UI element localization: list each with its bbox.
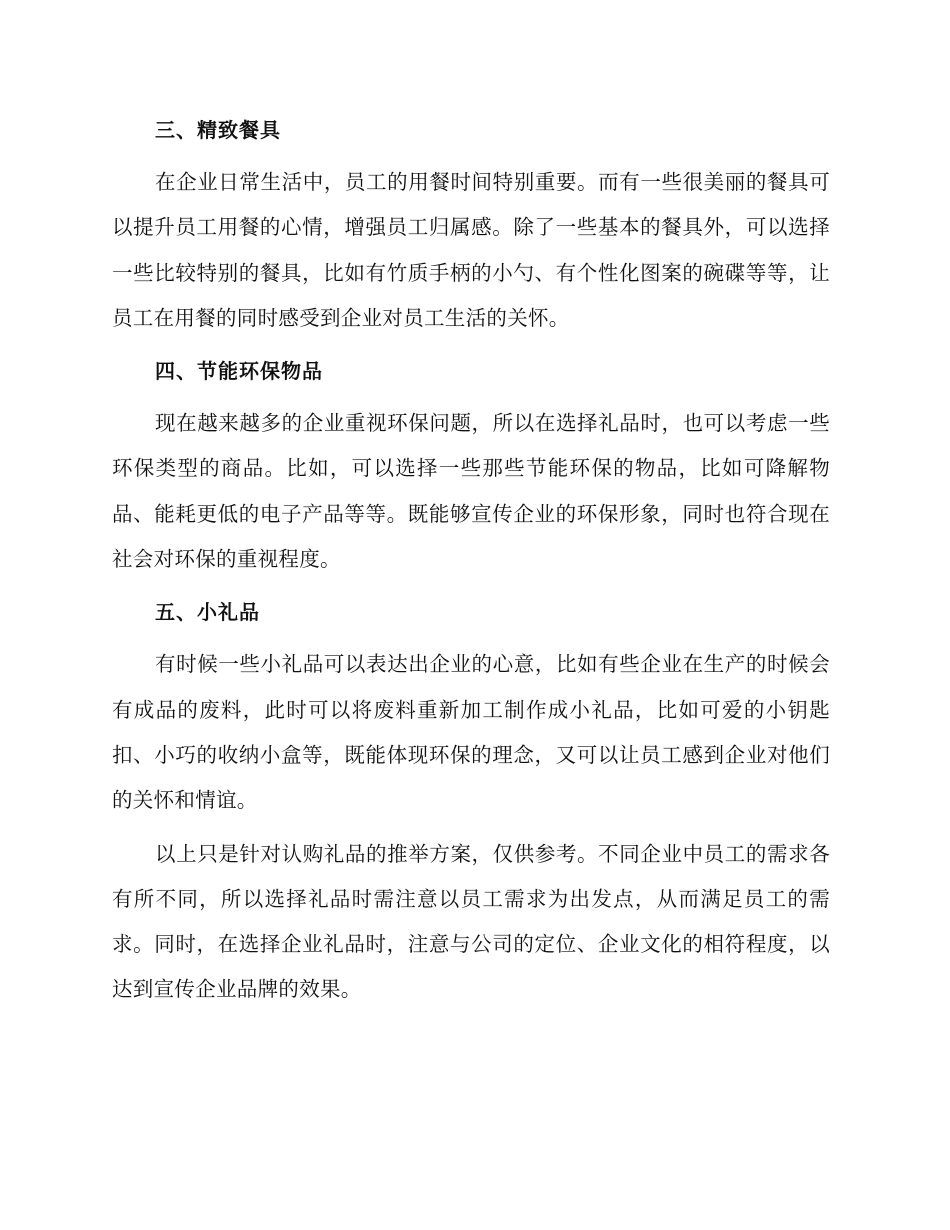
section-heading-eco-products: 四、节能环保物品 (155, 359, 323, 384)
section-paragraph-tableware: 在企业日常生活中，员工的用餐时间特别重要。而有一些很美丽的餐具可以提升员工用餐的心情，增强员工归属感。除了一些基本的餐具外，可以选择一些比较特别的餐具，比如有竹质手柄的小勺、有个性化图案的碗碟等等，让员工在用餐的同时感受到企业对员工生活的关怀。 (112, 170, 830, 330)
section-heading-tableware: 三、精致餐具 (155, 118, 281, 142)
section-heading-small-gifts: 五、小礼品 (155, 600, 260, 625)
document-body (112, 108, 830, 1013)
section-paragraph-eco-products: 现在越来越多的企业重视环保问题，所以在选择礼品时，也可以考虑一些环保类型的商品。比如，可以选择一些那些节能环保的物品，比如可降解物品、能耗更低的电子产品等等。既能够宣传企业的环保形象，同时也符合现在社会对环保的重视程度。 (112, 411, 830, 572)
conclusion-paragraph: 以上只是针对认购礼品的推举方案，仅供参考。不同企业中员工的需求各有所不同，所以选择礼品时需注意以员工需求为出发点，从而满足员工的需求。同时，在选择企业礼品时，注意与公司的定位、企业文化的相符程度，以达到宣传企业品牌的效果。 (112, 841, 830, 1002)
section-paragraph-small-gifts: 有时候一些小礼品可以表达出企业的心意，比如有些企业在生产的时候会有成品的废料，此时可以将废料重新加工制作成小礼品，比如可爱的小钥匙扣、小巧的收纳小盒等，既能体现环保的理念，又可以让员工感到企业对他们的关怀和情谊。 (112, 652, 830, 813)
